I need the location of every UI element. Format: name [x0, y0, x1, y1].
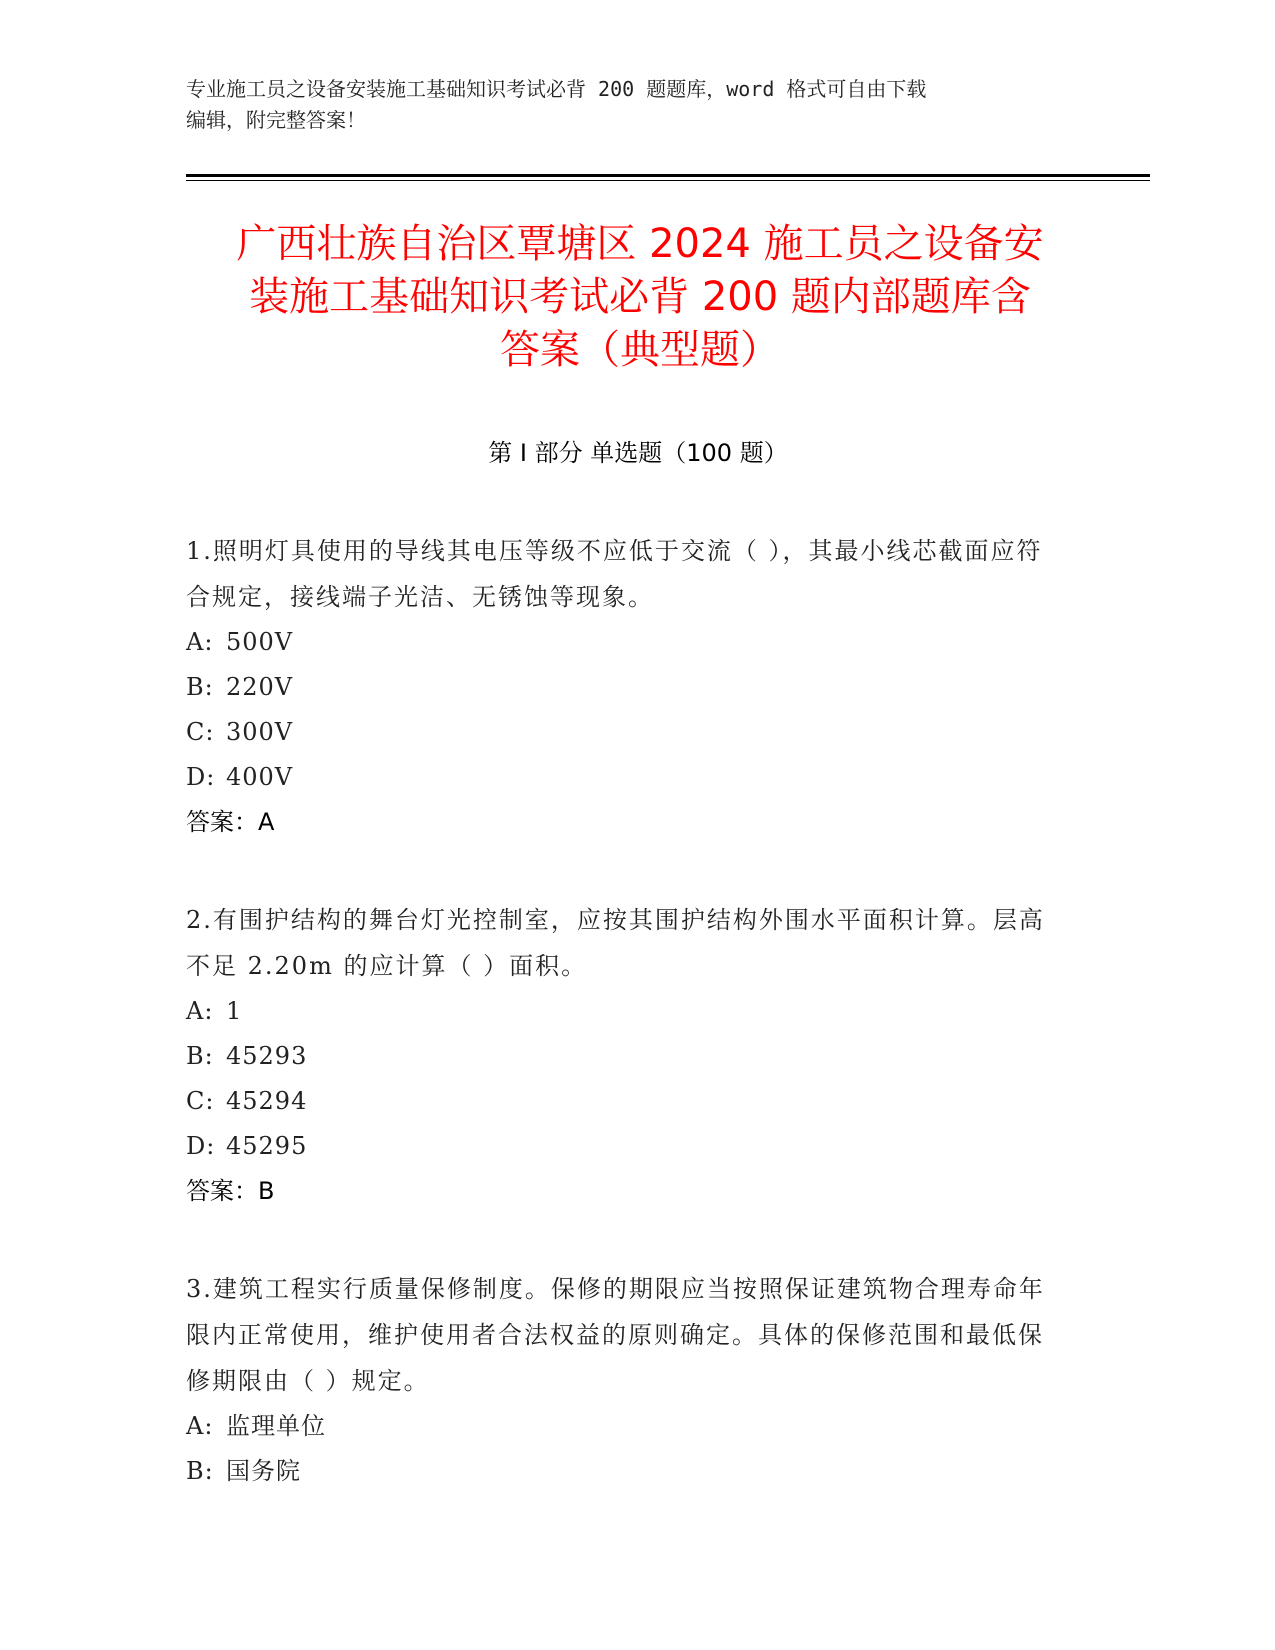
option-text: 220V [226, 673, 294, 701]
option-a [186, 1404, 1086, 1449]
option-d [186, 755, 1086, 800]
question-list [186, 528, 1086, 1546]
header-divider-thick [186, 174, 1150, 177]
option-letter: B: [186, 1457, 214, 1485]
option-a [186, 989, 1086, 1034]
option-text: 1 [226, 997, 243, 1025]
question-stem: 3.建筑工程实行质量保修制度。保修的期限应当按照保证建筑物合理寿命年限内正常使用，维护使用者合法权益的原则确定。具体的保修范围和最低保修期限由（ ）规定。 [186, 1275, 1045, 1395]
header-note-line-2: 编辑，附完整答案！ [186, 108, 366, 132]
option-letter: C: [186, 718, 215, 746]
option-letter: B: [186, 673, 214, 701]
answer-line: 答案：B [186, 1177, 275, 1205]
question-3 [186, 1266, 1086, 1494]
option-letter: D: [186, 1132, 216, 1160]
title-line-2: 装施工基础知识考试必背 200 题内部题库含 [249, 274, 1031, 320]
section-heading: 第 I 部分 单选题（100 题） [488, 439, 788, 467]
question-1 [186, 528, 1086, 845]
option-b [186, 665, 1086, 710]
option-d [186, 1124, 1086, 1169]
option-c [186, 1079, 1086, 1124]
option-text: 国务院 [226, 1457, 301, 1485]
question-stem: 2.有围护结构的舞台灯光控制室，应按其围护结构外围水平面积计算。层高不足 2.20m 的应计算（ ）面积。 [186, 906, 1045, 980]
option-a [186, 620, 1086, 665]
option-text: 监理单位 [226, 1412, 326, 1440]
question-2 [186, 897, 1086, 1214]
option-letter: A: [186, 1412, 214, 1440]
option-letter: D: [186, 763, 216, 791]
option-c [186, 710, 1086, 755]
option-letter: A: [186, 997, 214, 1025]
header-divider-thin [186, 180, 1150, 181]
option-text: 400V [226, 763, 294, 791]
option-b [186, 1449, 1086, 1494]
option-letter: C: [186, 1087, 215, 1115]
option-text: 45295 [226, 1132, 308, 1160]
question-stem: 1.照明灯具使用的导线其电压等级不应低于交流（ ），其最小线芯截面应符合规定，接线端子光洁、无锈蚀等现象。 [186, 537, 1043, 611]
option-text: 45294 [226, 1087, 308, 1115]
option-letter: A: [186, 628, 214, 656]
header-note-line-1: 专业施工员之设备安装施工基础知识考试必背 200 题题库，word 格式可自由下载 [186, 77, 927, 101]
option-text: 500V [226, 628, 294, 656]
answer-line: 答案：A [186, 808, 275, 836]
option-text: 300V [226, 718, 294, 746]
option-letter: B: [186, 1042, 214, 1070]
title-line-3: 答案（典型题） [500, 327, 780, 373]
option-b [186, 1034, 1086, 1079]
option-text: 45293 [226, 1042, 308, 1070]
document-title [160, 218, 1120, 377]
header-note [186, 74, 1086, 136]
title-line-1: 广西壮族自治区覃塘区 2024 施工员之设备安 [236, 221, 1044, 267]
